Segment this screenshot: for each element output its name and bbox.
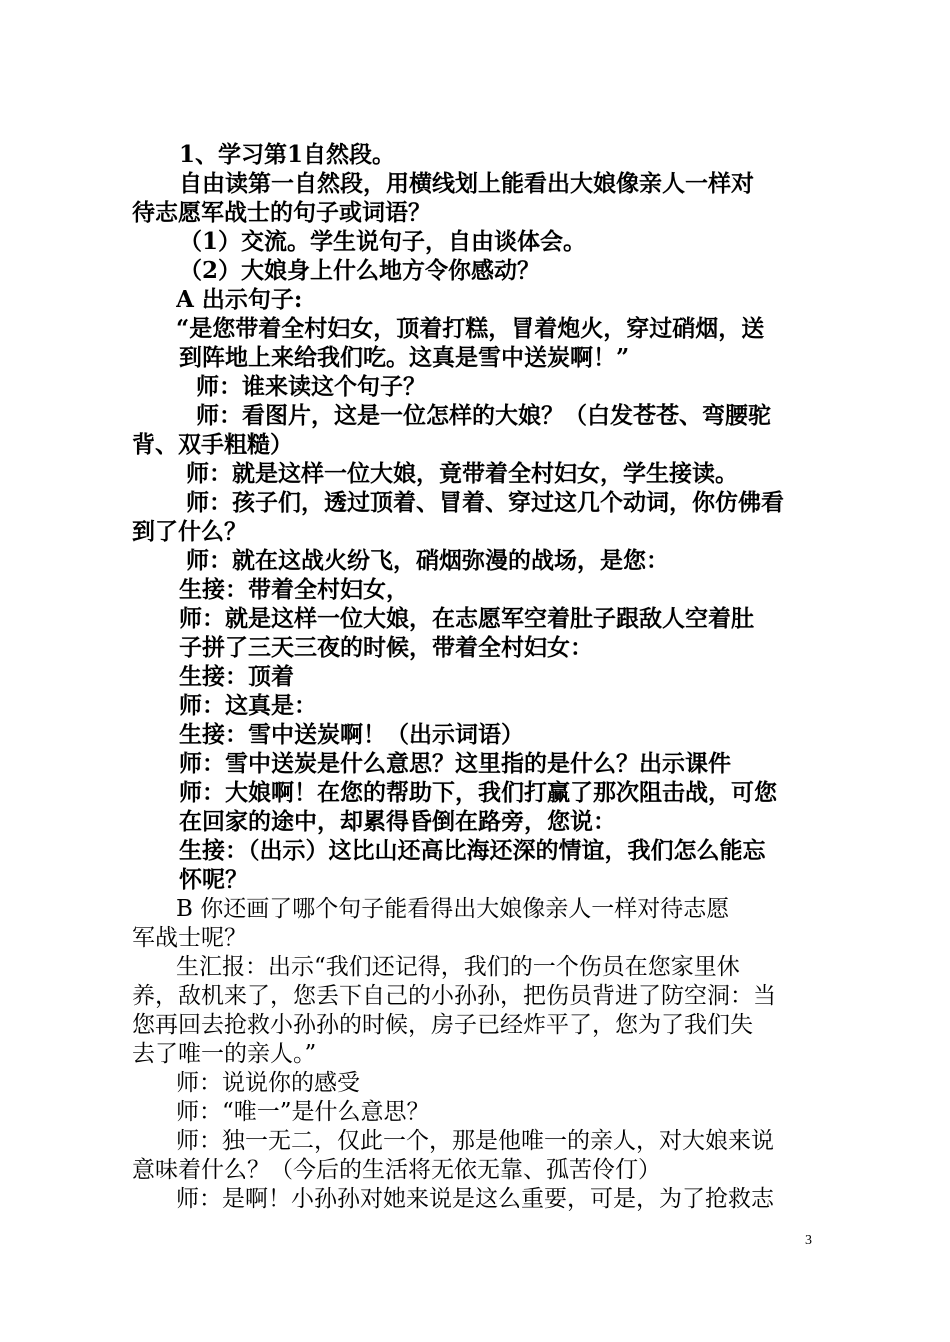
text-line: 生汇报：出示“我们还记得，我们的一个伤员在您家里休 <box>176 954 740 980</box>
text-line: 师：“唯一”是什么意思？ <box>176 1099 430 1125</box>
page-number: 3 <box>805 1233 812 1248</box>
text-line: 师：就在这战火纷飞，硝烟弥漫的战场，是您： <box>186 547 669 574</box>
text-line: （1）交流。学生说句子，自由谈体会。 <box>179 228 587 255</box>
text-line: 师：看图片，这是一位怎样的大娘？（白发苍苍、弯腰驼 <box>196 402 771 429</box>
text-line: 师：是啊！小孙孙对她来说是这么重要，可是，为了抢救志 <box>176 1186 774 1212</box>
text-line: 在回家的途中，却累得昏倒在路旁，您说： <box>179 808 616 835</box>
text-line: （2）大娘身上什么地方令你感动？ <box>179 257 541 284</box>
text-line: 军战士呢？ <box>132 925 247 951</box>
text-line: 师：这真是： <box>179 692 317 719</box>
text-line: B 你还画了哪个句子能看得出大娘像亲人一样对待志愿 <box>176 896 730 922</box>
text-line: 怀呢？ <box>179 866 248 893</box>
text-line: 子拼了三天三夜的时候，带着全村妇女： <box>179 634 593 661</box>
text-line: 待志愿军战士的句子或词语？ <box>132 199 431 226</box>
text-line: 师：独一无二，仅此一个，那是他唯一的亲人，对大娘来说 <box>176 1128 774 1154</box>
text-line: 去了唯一的亲人。” <box>132 1041 317 1067</box>
text-line: 1、学习第1自然段。 <box>179 141 396 168</box>
text-line: 师：说说你的感受 <box>176 1070 360 1096</box>
text-line: 师：谁来读这个句子？ <box>196 373 426 400</box>
text-line: 师：就是这样一位大娘，在志愿军空着肚子跟敌人空着肚 <box>179 605 754 632</box>
text-line: 背、双手粗糙） <box>132 431 293 458</box>
text-line: 师：就是这样一位大娘，竟带着全村妇女，学生接读。 <box>186 460 738 487</box>
text-line: A 出示句子: <box>176 286 303 313</box>
text-line: 生接：带着全村妇女， <box>179 576 409 603</box>
text-line: 到阵地上来给我们吃。这真是雪中送炭啊！” <box>179 344 630 371</box>
text-line: 师：孩子们，透过顶着、冒着、穿过这几个动词，你仿佛看 <box>186 489 784 516</box>
text-line: 师：雪中送炭是什么意思？这里指的是什么？出示课件 <box>179 750 731 777</box>
text-line: 养，敌机来了，您丢下自己的小孙孙，把伤员背进了防空洞：当 <box>132 983 776 1009</box>
text-line: “是您带着全村妇女，顶着打糕，冒着炮火，穿过硝烟，送 <box>176 315 765 342</box>
text-line: 到了什么？ <box>132 518 247 545</box>
text-line: 自由读第一自然段，用横线划上能看出大娘像亲人一样对 <box>179 170 754 197</box>
text-line: 您再回去抢救小孙孙的时候，房子已经炸平了，您为了我们失 <box>132 1012 753 1038</box>
text-line: 意味着什么？（今后的生活将无依无靠、孤苦伶仃） <box>132 1157 661 1183</box>
text-line: 生接：顶着 <box>179 663 294 690</box>
text-line: 生接：雪中送炭啊！（出示词语） <box>179 721 524 748</box>
text-line: 生接：（出示）这比山还高比海还深的情谊，我们怎么能忘 <box>179 837 766 864</box>
text-line: 师：大娘啊！在您的帮助下，我们打赢了那次阻击战，可您 <box>179 779 777 806</box>
